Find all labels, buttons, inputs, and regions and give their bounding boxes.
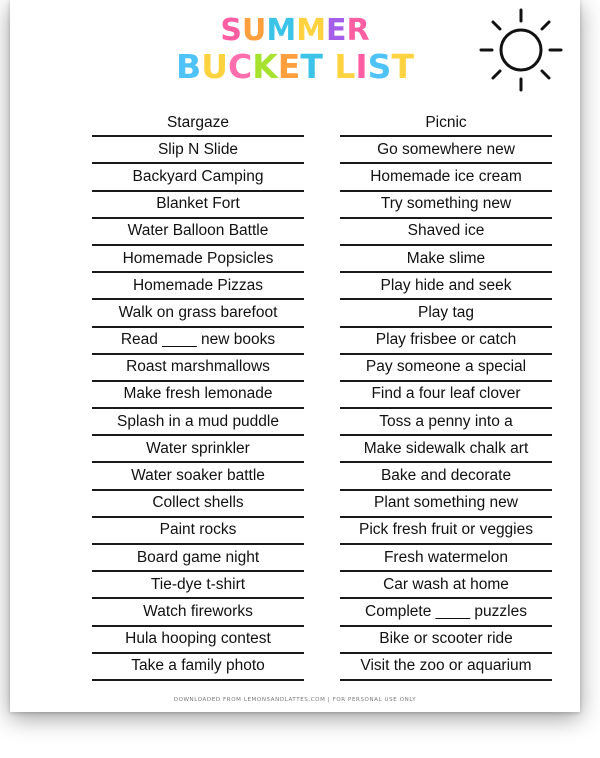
right-list-item: Make sidewalk chalk art (340, 436, 552, 463)
left-list-item: Water Balloon Battle (92, 219, 304, 246)
right-list-item: Fresh watermelon (340, 545, 552, 572)
left-list-item: Paint rocks (92, 518, 304, 545)
right-list-item: Play hide and seek (340, 273, 552, 300)
footer-note: DOWNLOADED FROM LEMONSANDLATTES.COM | FOR PERSONAL USE ONLY (173, 697, 417, 703)
left-list-item: Blanket Fort (92, 192, 304, 219)
right-list-item: Make slime (340, 246, 552, 273)
right-list-item: Pay someone a special (340, 355, 552, 382)
right-list-item: Play frisbee or catch (340, 328, 552, 355)
right-column (340, 110, 552, 681)
left-list-item: Watch fireworks (92, 599, 304, 626)
right-list-item: Bake and decorate (340, 463, 552, 490)
right-list-item: Picnic (340, 110, 552, 137)
right-list-item: Car wash at home (340, 572, 552, 599)
left-list-item: Stargaze (92, 110, 304, 137)
left-list-item: Tie-dye t-shirt (92, 572, 304, 599)
right-list-item: Visit the zoo or aquarium (340, 654, 552, 681)
right-list-item: Shaved ice (340, 219, 552, 246)
left-list-item: Splash in a mud puddle (92, 409, 304, 436)
left-list-item: Homemade Pizzas (92, 273, 304, 300)
title-summer: SUMMER (220, 13, 370, 48)
right-list-item: Play tag (340, 300, 552, 327)
right-list-item: Homemade ice cream (340, 164, 552, 191)
left-list-item: Make fresh lemonade (92, 382, 304, 409)
left-list-item: Walk on grass barefoot (92, 300, 304, 327)
left-list-item: Hula hooping contest (92, 627, 304, 654)
right-list-item: Toss a penny into a (340, 409, 552, 436)
left-list-item: Roast marshmallows (92, 355, 304, 382)
right-list-item: Plant something new (340, 491, 552, 518)
left-list-item: Board game night (92, 545, 304, 572)
left-list-item: Backyard Camping (92, 164, 304, 191)
left-column (92, 110, 304, 681)
right-list-item: Complete ____ puzzles (340, 599, 552, 626)
left-list-item: Slip N Slide (92, 137, 304, 164)
right-list-item: Try something new (340, 192, 552, 219)
printable-page (10, 0, 580, 712)
right-list-item: Pick fresh fruit or veggies (340, 518, 552, 545)
left-list-item: Water soaker battle (92, 463, 304, 490)
sun-icon (473, 4, 569, 96)
right-list-item: Find a four leaf clover (340, 382, 552, 409)
left-list-item: Homemade Popsicles (92, 246, 304, 273)
left-list-item: Water sprinkler (92, 436, 304, 463)
left-list-item: Collect shells (92, 491, 304, 518)
title-bucket-list: BUCKET LIST (176, 47, 414, 86)
left-list-item: Read ____ new books (92, 328, 304, 355)
right-list-item: Go somewhere new (340, 137, 552, 164)
right-list-item: Bike or scooter ride (340, 627, 552, 654)
left-list-item: Take a family photo (92, 654, 304, 681)
